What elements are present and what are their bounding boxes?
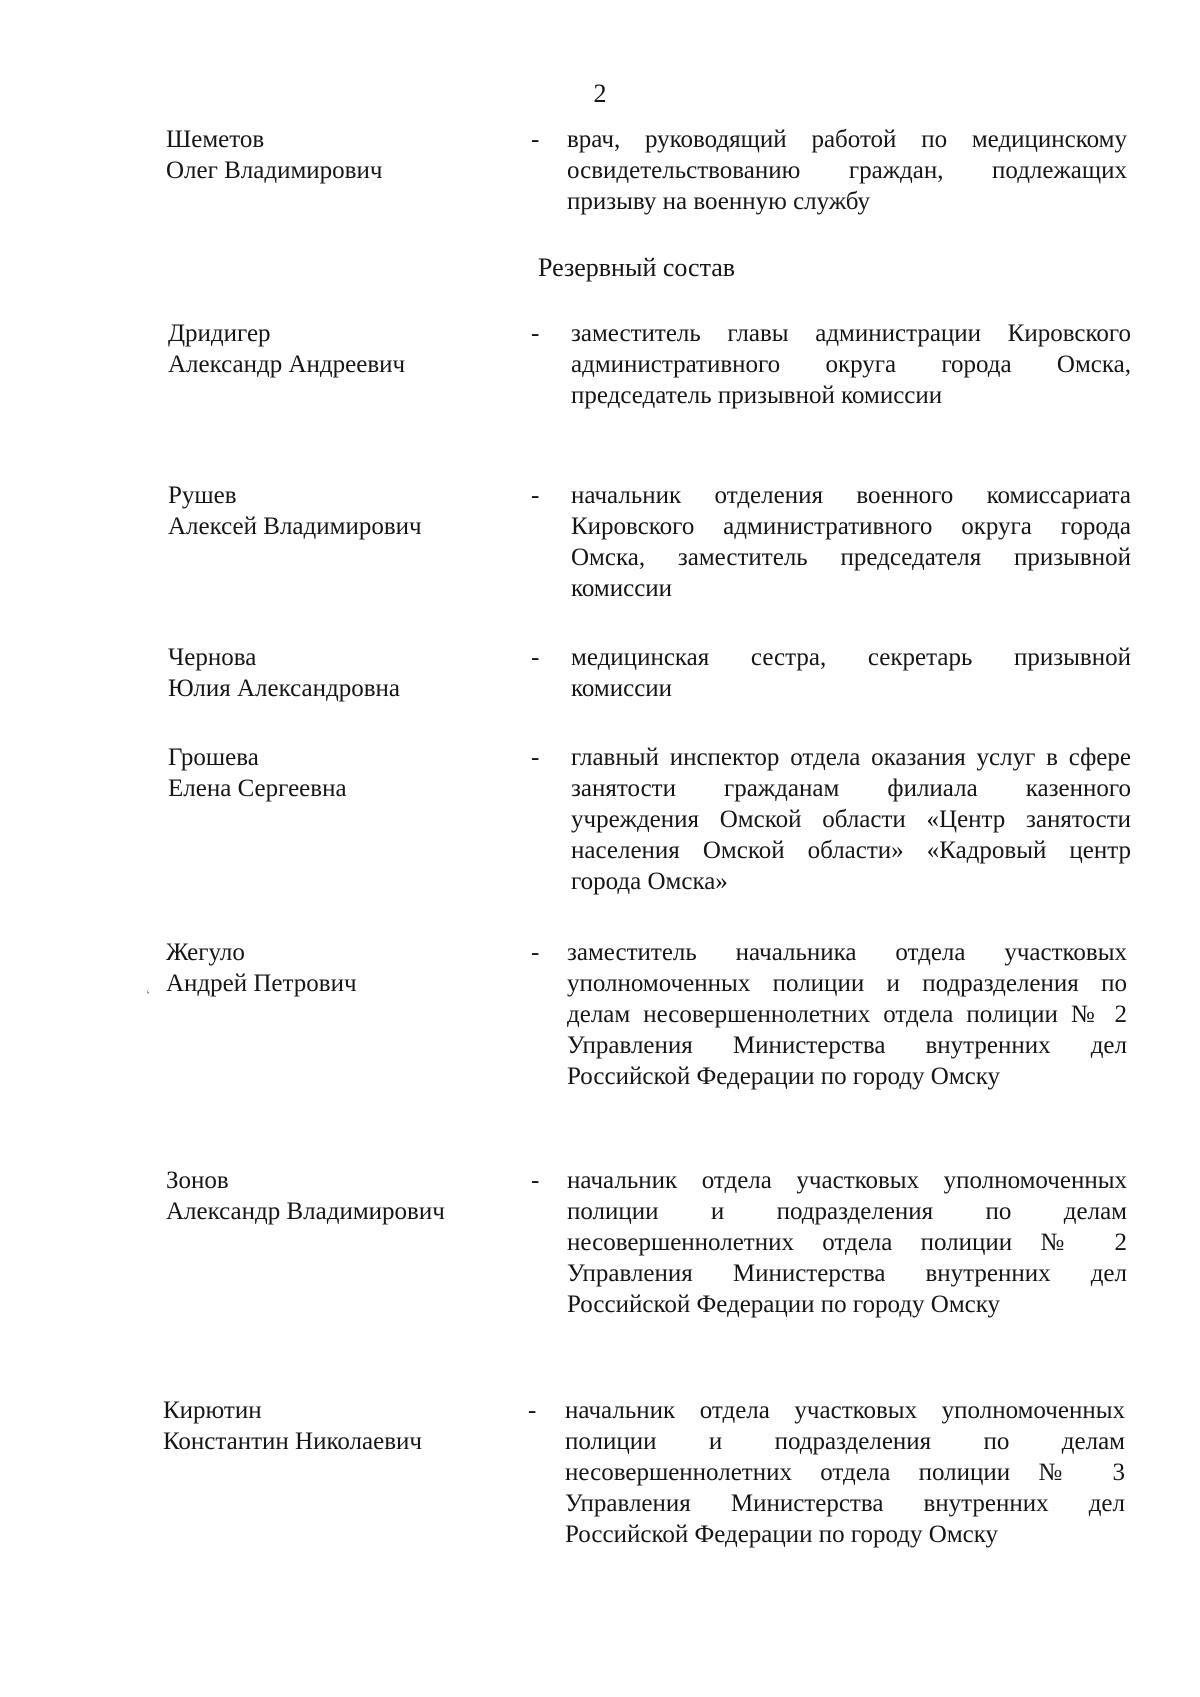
member-surname: Дридигер (168, 320, 271, 347)
member-given-names: Алексей Владимирович (168, 513, 422, 540)
member-role: заместитель начальника отдела участковых уполномоченных полиции и подразделения по делам несовершеннолетних отдела полиции № 2 Управления Министерства внутренних дел Российской Федерации по городу Омску (567, 939, 1127, 1090)
entry-dash: - (531, 320, 540, 347)
member-name (166, 124, 526, 186)
member-role: начальник отдела участковых уполномоченных полиции и подразделения по делам несовершеннолетних отдела полиции № 2 Управления Министерства внутренних дел Российской Федерации по городу Омску (567, 1167, 1127, 1318)
member-surname: Чернова (168, 644, 257, 671)
entry-dash: - (531, 744, 540, 771)
entry-dash: - (531, 939, 540, 966)
entry-dash: - (531, 482, 540, 509)
member-given-names: Олег Владимирович (166, 157, 383, 184)
member-role: врач, руководящий работой по медицинскому освидетельствованию граждан, подлежащих призыву на военную службу (567, 126, 1127, 215)
entry-dash: - (531, 1167, 540, 1194)
member-role: начальник отдела участковых уполномоченных полиции и подразделения по делам несовершеннолетних отдела полиции № 3 Управления Министерства внутренних дел Российской Федерации по городу Омску (565, 1397, 1125, 1548)
member-surname: Грошева (168, 744, 259, 771)
entry-dash: - (528, 1397, 537, 1424)
member-given-names: Константин Николаевич (163, 1428, 422, 1455)
member-role: начальник отделения военного комиссариата Кировского административного округа города Омска, заместитель председателя призывной комиссии (571, 482, 1131, 602)
member-surname: Кирютин (163, 1397, 262, 1424)
member-given-names: Елена Сергеевна (168, 775, 347, 802)
member-name (163, 1395, 523, 1457)
entry-dash: - (531, 644, 540, 671)
scan-mark: ‘ (144, 987, 155, 1004)
member-name (166, 937, 526, 999)
member-surname: Рушев (168, 482, 237, 509)
section-title: Резервный состав (538, 253, 736, 282)
member-surname: Зонов (166, 1167, 229, 1194)
member-name (168, 642, 528, 704)
page-number: 2 (593, 79, 607, 108)
member-given-names: Александр Владимирович (166, 1198, 445, 1225)
member-role: заместитель главы администрации Кировского административного округа города Омска, председатель призывной комиссии (571, 320, 1131, 409)
member-given-names: Юлия Александровна (168, 675, 400, 702)
member-role: главный инспектор отдела оказания услуг в сфере занятости гражданам филиала казенного учреждения Омской области «Центр занятости населения Омской области» «Кадровый центр города Омска» (571, 744, 1131, 895)
member-surname: Шеметов (166, 126, 265, 153)
member-surname: Жегуло (166, 939, 245, 966)
member-given-names: Андрей Петрович (166, 970, 357, 997)
member-role: медицинская сестра, секретарь призывной комиссии (571, 644, 1131, 702)
member-name (166, 1165, 526, 1227)
entry-dash: - (531, 126, 540, 153)
member-name (168, 742, 528, 804)
member-name (168, 480, 528, 542)
member-given-names: Александр Андреевич (168, 351, 406, 378)
member-name (168, 318, 528, 380)
